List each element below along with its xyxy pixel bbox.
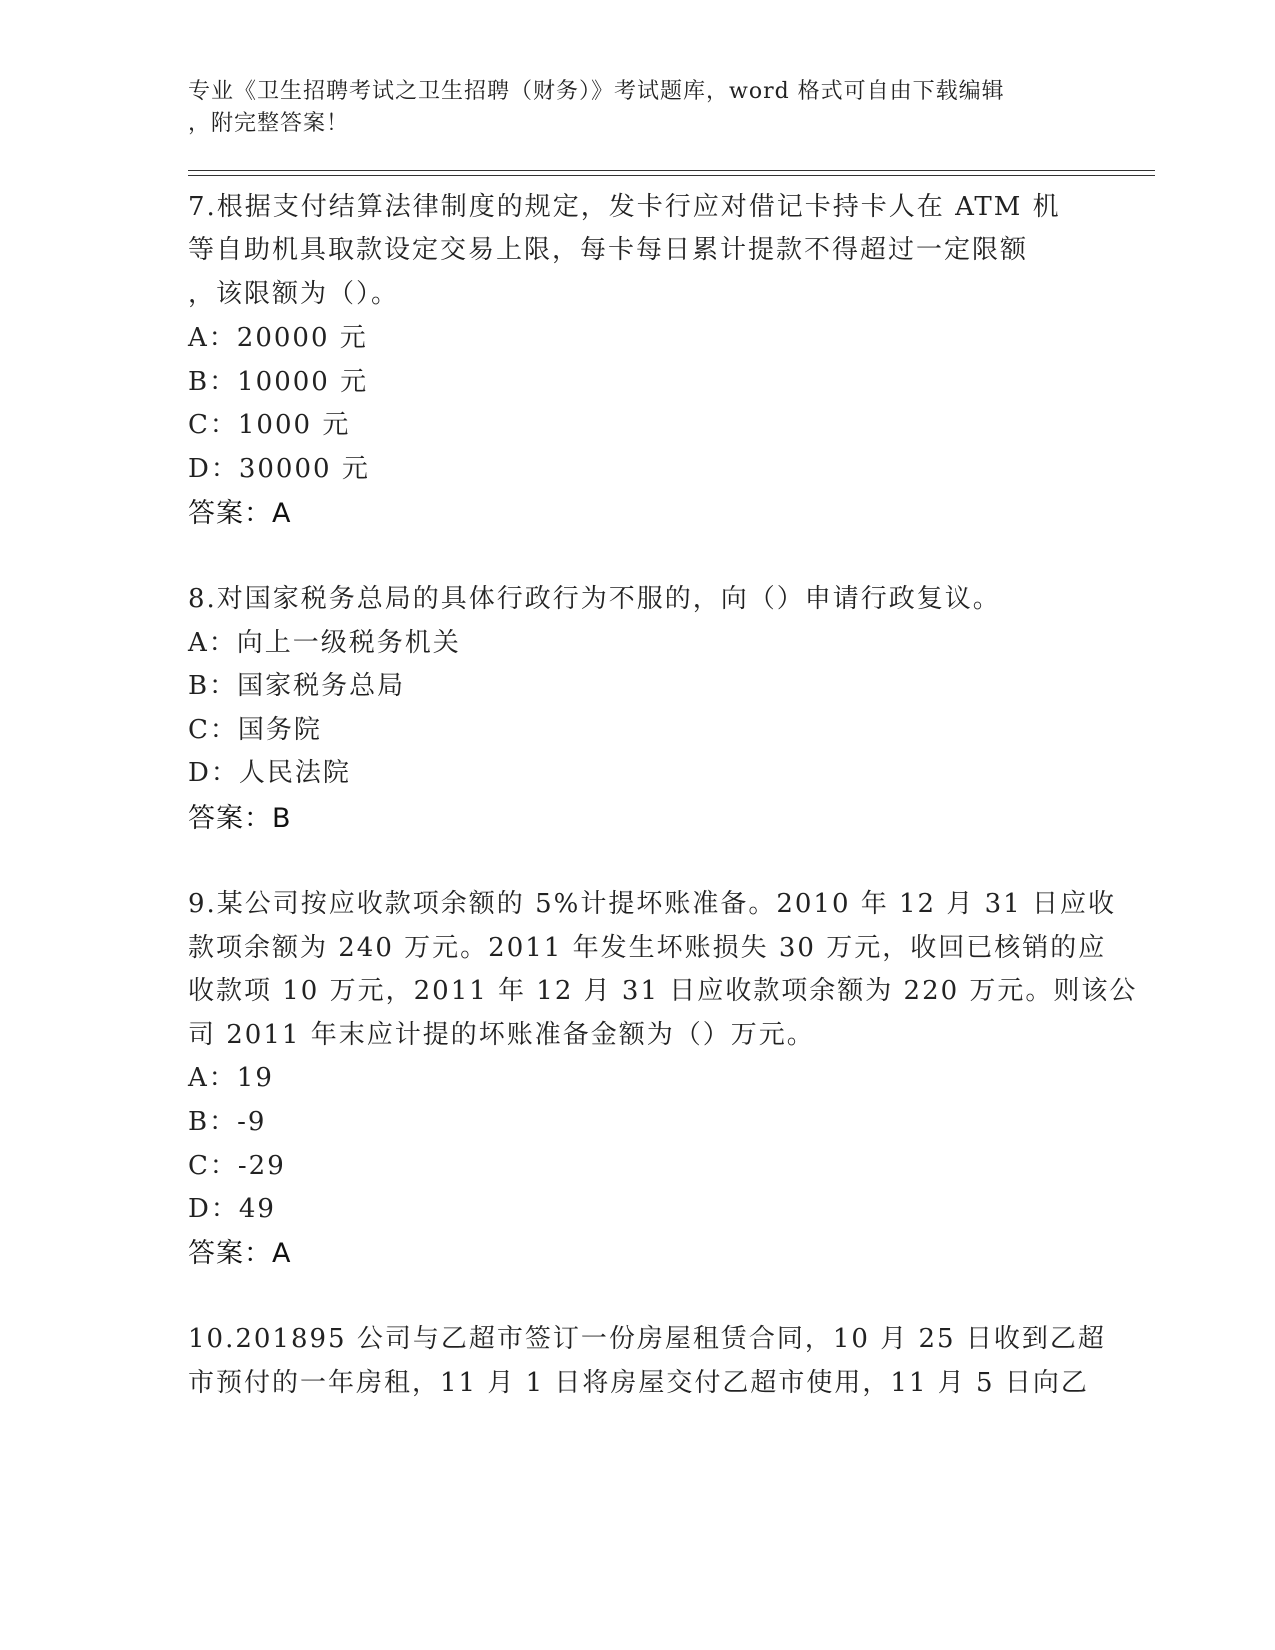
question-7-option-c: C：1000 元 <box>188 410 351 440</box>
question-7-line-2: 等自助机具取款设定交易上限，每卡每日累计提款不得超过一定限额 <box>188 235 1029 265</box>
header-line-1: 专业《卫生招聘考试之卫生招聘（财务）》考试题库，word 格式可自由下载编辑 <box>188 79 1005 104</box>
question-7-answer: 答案：A <box>188 498 292 529</box>
question-9-line-3: 收款项 10 万元，2011 年 12 月 31 日应收款项余额为 220 万元。则该公 <box>188 976 1138 1006</box>
question-7-option-b: B：10000 元 <box>188 367 369 397</box>
question-9-option-a: A：19 <box>188 1063 274 1093</box>
question-10-line-2: 市预付的一年房租，11 月 1 日将房屋交付乙超市使用，11 月 5 日向乙 <box>188 1368 1089 1398</box>
question-8-option-c: C：国务院 <box>188 715 322 745</box>
question-7-line-1: 7.根据支付结算法律制度的规定，发卡行应对借记卡持卡人在 ATM 机 <box>188 192 1061 222</box>
question-8-line-1: 8.对国家税务总局的具体行政行为不服的，向（）申请行政复议。 <box>188 584 1001 614</box>
question-9-option-b: B：-9 <box>188 1107 267 1137</box>
question-7-option-d: D：30000 元 <box>188 454 370 484</box>
question-9-line-4: 司 2011 年末应计提的坏账准备金额为（）万元。 <box>188 1020 815 1050</box>
question-7-option-a: A：20000 元 <box>188 323 368 353</box>
header-rule-top <box>188 170 1155 171</box>
question-9-line-1: 9.某公司按应收款项余额的 5%计提坏账准备。2010 年 12 月 31 日应收 <box>188 889 1116 919</box>
question-8-answer: 答案：B <box>188 803 292 834</box>
question-10-line-1: 10.201895 公司与乙超市签订一份房屋租赁合同，10 月 25 日收到乙超 <box>188 1324 1106 1354</box>
question-9-line-2: 款项余额为 240 万元。2011 年发生坏账损失 30 万元，收回已核销的应 <box>188 933 1107 963</box>
question-8-option-d: D：人民法院 <box>188 758 351 788</box>
question-7-line-3: ，该限额为（）。 <box>188 279 400 309</box>
header-line-2: ，附完整答案！ <box>188 111 350 136</box>
question-9-option-d: D：49 <box>188 1194 276 1224</box>
question-8-option-b: B：国家税务总局 <box>188 671 406 701</box>
question-9-answer: 答案：A <box>188 1238 292 1269</box>
question-9-option-c: C：-29 <box>188 1151 286 1181</box>
question-8-option-a: A：向上一级税务机关 <box>188 628 461 658</box>
header-rule-bottom <box>188 175 1155 176</box>
